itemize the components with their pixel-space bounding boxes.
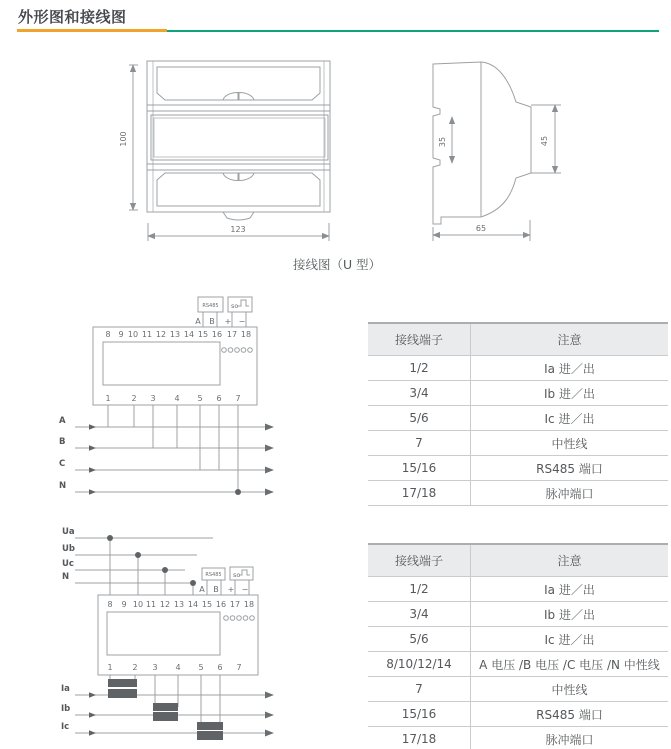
phase-wires: [75, 405, 273, 495]
note-cell: Ic 进／出: [471, 406, 669, 431]
diagram-label: 12: [155, 330, 167, 339]
terminal-table-1: [368, 322, 668, 506]
bottom-tab: [223, 212, 254, 220]
diagram-label: A: [199, 585, 205, 594]
diagram-label: 4: [175, 663, 181, 672]
diagram-label: 5: [197, 394, 203, 403]
junction-dot: [135, 552, 141, 558]
front-view-drawing: [112, 55, 350, 255]
column-header: 注意: [471, 323, 669, 356]
diagram-label: C: [59, 459, 66, 469]
diagram-label: 11: [141, 330, 153, 339]
top-terminal-row: [105, 330, 251, 339]
ct-symbols: [108, 679, 223, 740]
note-cell: 中性线: [471, 431, 669, 456]
column-header: 注意: [471, 544, 669, 577]
voltage-labels: [62, 527, 75, 582]
note-cell: RS485 端口: [471, 702, 669, 727]
diagram-label: A: [195, 317, 201, 326]
diagram-label: B: [59, 437, 66, 447]
table-row: [368, 702, 668, 727]
diagram-label: 12: [159, 600, 171, 609]
svg-text:RS485: RS485: [205, 572, 222, 578]
terminal-cell: 5/6: [368, 627, 471, 652]
flow-arrows: [89, 692, 96, 736]
table-row: [368, 652, 668, 677]
flow-arrows: [89, 424, 96, 495]
indicator-leds: [222, 348, 253, 353]
terminal-cell: 1/2: [368, 577, 471, 602]
section-title: 外形图和接线图: [18, 8, 127, 26]
diagram-label: −: [238, 317, 246, 326]
table-header-row: [368, 544, 668, 577]
diagram-label: 17: [229, 600, 241, 609]
diagram-label: 2: [132, 663, 138, 672]
diagram-label: Ia: [61, 684, 70, 694]
table-row: [368, 727, 668, 749]
current-wires: [75, 675, 273, 740]
diagram-label: 5: [198, 663, 204, 672]
svg-text:RS485: RS485: [202, 303, 219, 309]
junction-dot: [107, 535, 113, 541]
svg-text:100: 100: [119, 131, 128, 147]
diagram-label: +: [224, 317, 232, 326]
diagram-label: N: [62, 572, 70, 582]
table-row: [368, 406, 668, 431]
diagram-label: 7: [236, 663, 242, 672]
voltage-wires: [75, 535, 213, 595]
note-cell: A 电压 /B 电压 /C 电压 /N 中性线: [471, 652, 669, 677]
terminal-cell: 5/6: [368, 406, 471, 431]
diagram-label: 15: [201, 600, 213, 609]
pulse-icon: [239, 570, 250, 575]
dimension-width: [148, 223, 329, 241]
svg-text:35: 35: [438, 136, 447, 148]
dimension-panel-height: [531, 105, 561, 173]
diagram-label: 9: [118, 330, 124, 339]
svg-text:45: 45: [540, 135, 549, 147]
title-underline-green: [167, 30, 659, 32]
terminal-cell: 15/16: [368, 456, 471, 481]
table-row: [368, 627, 668, 652]
diagram-label: 4: [174, 394, 180, 403]
terminal-cell: 3/4: [368, 381, 471, 406]
diagram-label: 15: [197, 330, 209, 339]
svg-text:so: so: [233, 571, 241, 579]
current-labels: [61, 684, 70, 732]
diagram-label: 6: [216, 394, 222, 403]
diagram-label: 10: [132, 600, 144, 609]
display-window: [107, 612, 220, 655]
terminal-cell: 17/18: [368, 727, 471, 749]
dimension-depth: [433, 220, 530, 241]
column-header: 接线端子: [368, 544, 471, 577]
diagram-label: 18: [240, 330, 252, 339]
table-row: [368, 602, 668, 627]
pulse-icon: [238, 300, 249, 306]
diagram-label: 18: [243, 600, 255, 609]
table-row: [368, 431, 668, 456]
diagram-label: 16: [215, 600, 227, 609]
diagram-label: 7: [235, 394, 241, 403]
display-window: [151, 115, 328, 160]
note-cell: Ib 进／出: [471, 381, 669, 406]
wiring-caption: 接线图（U 型）: [292, 257, 382, 272]
svg-text:123: 123: [230, 225, 246, 234]
note-cell: 脉冲端口: [471, 481, 669, 506]
diagram-label: 11: [145, 600, 157, 609]
diagram-label: 3: [152, 663, 158, 672]
terminal-table-2: [368, 543, 668, 749]
terminal-cell: 7: [368, 677, 471, 702]
dimension-height: [119, 65, 138, 210]
diagram-label: 8: [105, 330, 111, 339]
table-row: [368, 381, 668, 406]
diagram-label: +: [227, 585, 235, 594]
diagram-label: 2: [131, 394, 137, 403]
note-cell: Ia 进／出: [471, 577, 669, 602]
table-row: [368, 677, 668, 702]
diagram-label: 3: [150, 394, 156, 403]
diagram-label: 13: [169, 330, 181, 339]
table-row: [368, 577, 668, 602]
table-row: [368, 481, 668, 506]
dimension-clip-height: [438, 117, 452, 163]
diagram-label: 17: [226, 330, 238, 339]
diagram-label: 8: [107, 600, 113, 609]
diagram-label: −: [241, 585, 249, 594]
note-cell: 脉冲端口: [471, 727, 669, 749]
column-header: 接线端子: [368, 323, 471, 356]
diagram-label: 6: [217, 663, 223, 672]
diagram-label: B: [209, 317, 215, 326]
diagram-label: 13: [173, 600, 185, 609]
note-cell: Ib 进／出: [471, 602, 669, 627]
table-row: [368, 456, 668, 481]
table-row: [368, 356, 668, 381]
svg-text:so: so: [231, 302, 239, 310]
junction-dot: [190, 580, 196, 586]
diagram-label: 1: [105, 394, 111, 403]
junction-dot: [162, 567, 168, 573]
title-underline-orange: [17, 29, 167, 32]
diagram-label: 14: [183, 330, 195, 339]
junction-dot: [235, 489, 241, 495]
phase-labels: [59, 416, 66, 491]
note-cell: Ia 进／出: [471, 356, 669, 381]
wiring-diagram-direct: [45, 288, 345, 510]
terminal-cell: 15/16: [368, 702, 471, 727]
bottom-terminal-row: [107, 663, 241, 672]
indicator-leds: [224, 616, 255, 621]
display-window: [103, 342, 220, 385]
diagram-label: Uc: [62, 559, 74, 569]
svg-text:65: 65: [475, 224, 487, 233]
din-clip-icon: [223, 173, 254, 181]
diagram-label: 16: [211, 330, 223, 339]
diagram-label: 10: [127, 330, 139, 339]
diagram-label: 9: [121, 600, 127, 609]
wiring-diagram-ct: [45, 518, 345, 749]
table-header-row: [368, 323, 668, 356]
diagram-label: Ua: [62, 527, 75, 537]
diagram-label: Ic: [61, 722, 70, 732]
top-terminal-row: [107, 600, 254, 609]
bottom-terminal-row: [105, 394, 240, 403]
meter-side-profile: [433, 62, 531, 224]
diagram-label: B: [213, 585, 219, 594]
diagram-label: 14: [187, 600, 199, 609]
diagram-label: N: [59, 481, 67, 491]
diagram-label: Ib: [61, 704, 71, 714]
side-view-drawing: [405, 55, 667, 255]
din-clip-icon: [223, 92, 254, 100]
diagram-label: 1: [107, 663, 113, 672]
diagram-label: A: [59, 416, 66, 426]
note-cell: RS485 端口: [471, 456, 669, 481]
terminal-cell: 8/10/12/14: [368, 652, 471, 677]
terminal-cell: 17/18: [368, 481, 471, 506]
note-cell: 中性线: [471, 677, 669, 702]
terminal-cell: 3/4: [368, 602, 471, 627]
terminal-cell: 1/2: [368, 356, 471, 381]
terminal-cell: 7: [368, 431, 471, 456]
diagram-label: Ub: [62, 544, 75, 554]
note-cell: Ic 进／出: [471, 627, 669, 652]
meter-front-body: [147, 61, 330, 220]
